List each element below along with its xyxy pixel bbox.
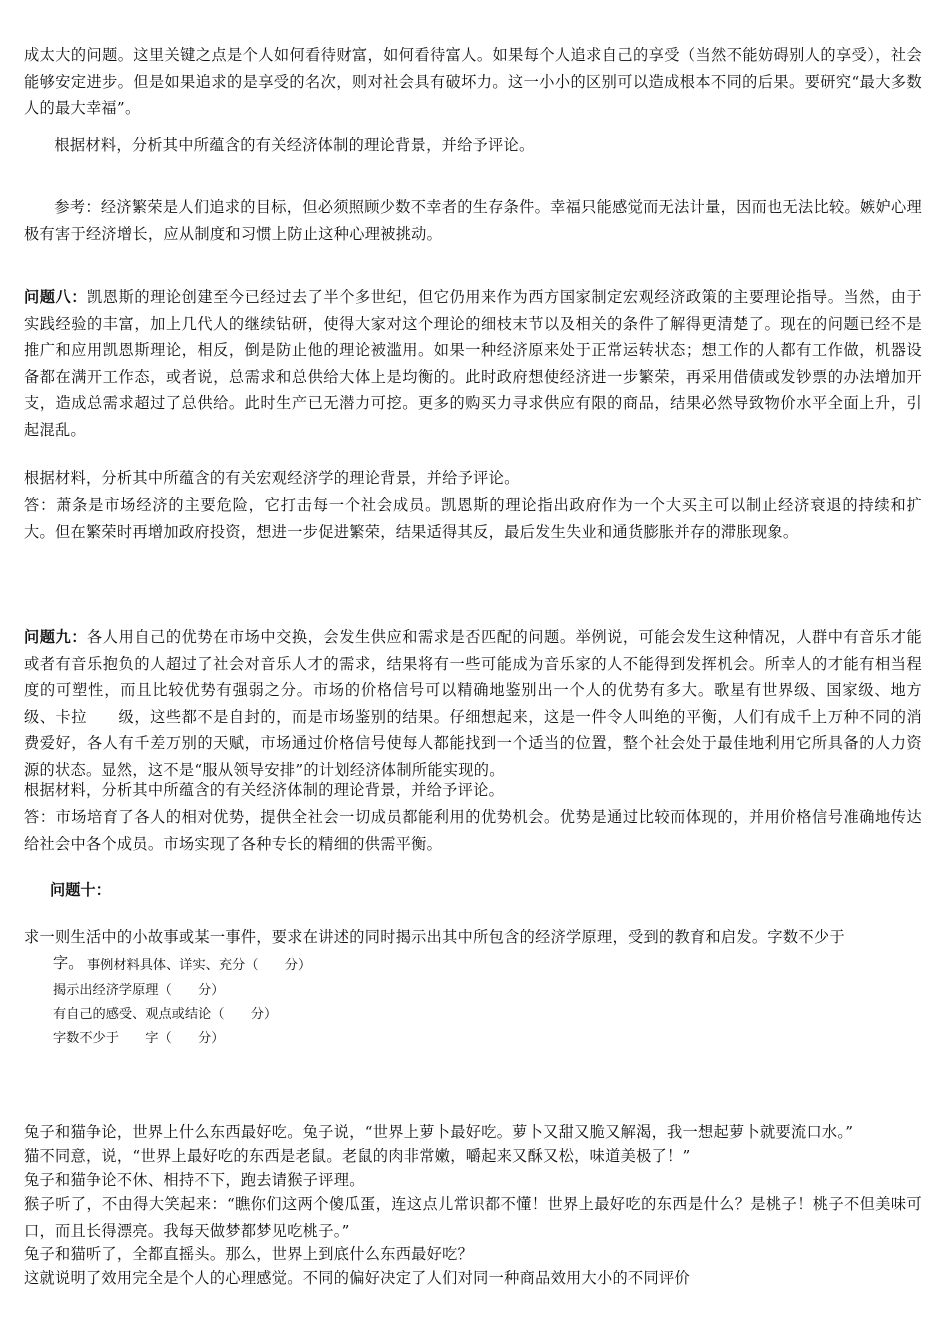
question10-zi: 字。 <box>53 954 84 972</box>
requirement-3: 有自己的感受、观点或结论（ 分） <box>53 1007 278 1022</box>
story-line-4: 猴子听了，不由得大笑起来：“瞧你们这两个傻瓜蛋，连这点儿常识都不懂！世界上最好吃的东西是什么？是桃子！桃子不但美味可口，而且长得漂亮。我每天做梦都梦见吃桃子。” <box>24 1195 922 1240</box>
question9-label: 问题九： <box>24 628 88 646</box>
question10-text: 求一则生活中的小故事或某一事件，要求在讲述的同时揭示出其中所包含的经济学原理，受到的教育和启发。字数不少于 <box>24 928 845 946</box>
requirement-4: 字数不少于 字（ 分） <box>53 1031 225 1046</box>
paragraph-intro: 成太大的问题。这里关键之点是个人如何看待财富，如何看待富人。如果每个人追求自己的享受（当然不能妨碍别人的享受），社会能够安定进步。但是如果追求的是享受的名次，则对社会具有破坏力。这一小小的区别可以造成根本不同的后果。要研究“最大多数人的最大幸福”。 <box>24 46 922 117</box>
question7-prompt: 根据材料，分析其中所蕴含的有关经济体制的理论背景，并给予评论。 <box>54 136 535 154</box>
question10-label: 问题十： <box>50 881 111 899</box>
story-line-5: 兔子和猫听了，全都直摇头。那么，世界上到底什么东西最好吃？ <box>24 1245 474 1263</box>
story-line-3: 兔子和猫争论不休、相持不下，跑去请猴子评理。 <box>24 1171 365 1189</box>
story-conclusion: 这就说明了效用完全是个人的心理感觉。不同的偏好决定了人们对同一种商品效用大小的不同评价 <box>24 1269 690 1287</box>
question9-prompt: 根据材料，分析其中所蕴含的有关经济体制的理论背景，并给予评论。 <box>24 781 505 799</box>
question9-text: 各人用自己的优势在市场中交换，会发生供应和需求是否匹配的问题。举例说，可能会发生这种情况，人群中有音乐才能或者有音乐抱负的人超过了社会对音乐人才的需求，结果将有一些可能成为音乐家的人不能得到发挥机会。所幸人的才能有相当程度的可塑性，而且比较优势有强弱之分。市场的价格信号可以精确地鉴别出一个人的优势有多大。歌星有世界级、国家级、地方级、卡拉 级，这些都不是自封的，而是市场鉴别的结果。仔细想起来，这是一件令人叫绝的平衡，人们有成千上万种不同的消费爱好，各人有千差万别的天赋，市场通过价格信号使每人都能找到一个适当的位置，整个社会处于最佳地利用它所具备的人力资源的状态。显然，这不是“服从领导安排”的计划经济体制所能实现的。 <box>24 628 923 779</box>
question8 <box>24 284 922 443</box>
question7-reference: 参考：经济繁荣是人们追求的目标，但必须照顾少数不幸者的生存条件。幸福只能感觉而无法计量，因而也无法比较。嫉妒心理极有害于经济增长，应从制度和习惯上防止这种心理被挑动。 <box>24 198 922 243</box>
question8-prompt: 根据材料，分析其中所蕴含的有关宏观经济学的理论背景，并给予评论。 <box>24 469 520 487</box>
question8-label: 问题八： <box>24 288 88 306</box>
story-line-2: 猫不同意，说，“世界上最好吃的东西是老鼠。老鼠的肉非常嫩，嚼起来又酥又松，味道美极了！” <box>24 1147 691 1165</box>
question9 <box>24 624 922 783</box>
requirement-2: 揭示出经济学原理（ 分） <box>53 983 225 998</box>
question8-text: 凯恩斯的理论创建至今已经过去了半个多世纪，但它仍用来作为西方国家制定宏观经济政策的主要理论指导。当然，由于实践经验的丰富，加上几代人的继续钻研，使得大家对这个理论的细枝末节以及相关的条件了解得更清楚了。现在的问题已经不是推广和应用凯恩斯理论，相反，倒是防止他的理论被滥用。如果一种经济原来处于正常运转状态；想工作的人都有工作做，机器设备都在满开工作态，或者说，总需求和总供给大体上是均衡的。此时政府想使经济进一步繁荣，再采用借债或发钞票的办法增加开支，造成总需求超过了总供给。此时生产已无潜力可挖。更多的购买力寻求供应有限的商品，结果必然导致物价水平全面上升，引起混乱。 <box>24 288 923 439</box>
question8-answer: 答：萧条是市场经济的主要危险，它打击每一个社会成员。凯恩斯的理论指出政府作为一个大买主可以制止经济衰退的持续和扩大。但在繁荣时再增加政府投资，想进一步促进繁荣，结果适得其反，最后发生失业和通货膨胀并存的滞胀现象。 <box>24 496 922 541</box>
question9-answer: 答：市场培育了各人的相对优势，提供全社会一切成员都能利用的优势机会。优势是通过比较而体现的，并用价格信号准确地传达给社会中各个成员。市场实现了各种专长的精细的供需平衡。 <box>24 808 922 853</box>
requirement-1: 事例材料具体、详实、充分（ 分） <box>87 958 312 973</box>
story-line-1: 兔子和猫争论，世界上什么东西最好吃。兔子说，“世界上萝卜最好吃。萝卜又甜又脆又解渴，我一想起萝卜就要流口水。” <box>24 1123 854 1141</box>
